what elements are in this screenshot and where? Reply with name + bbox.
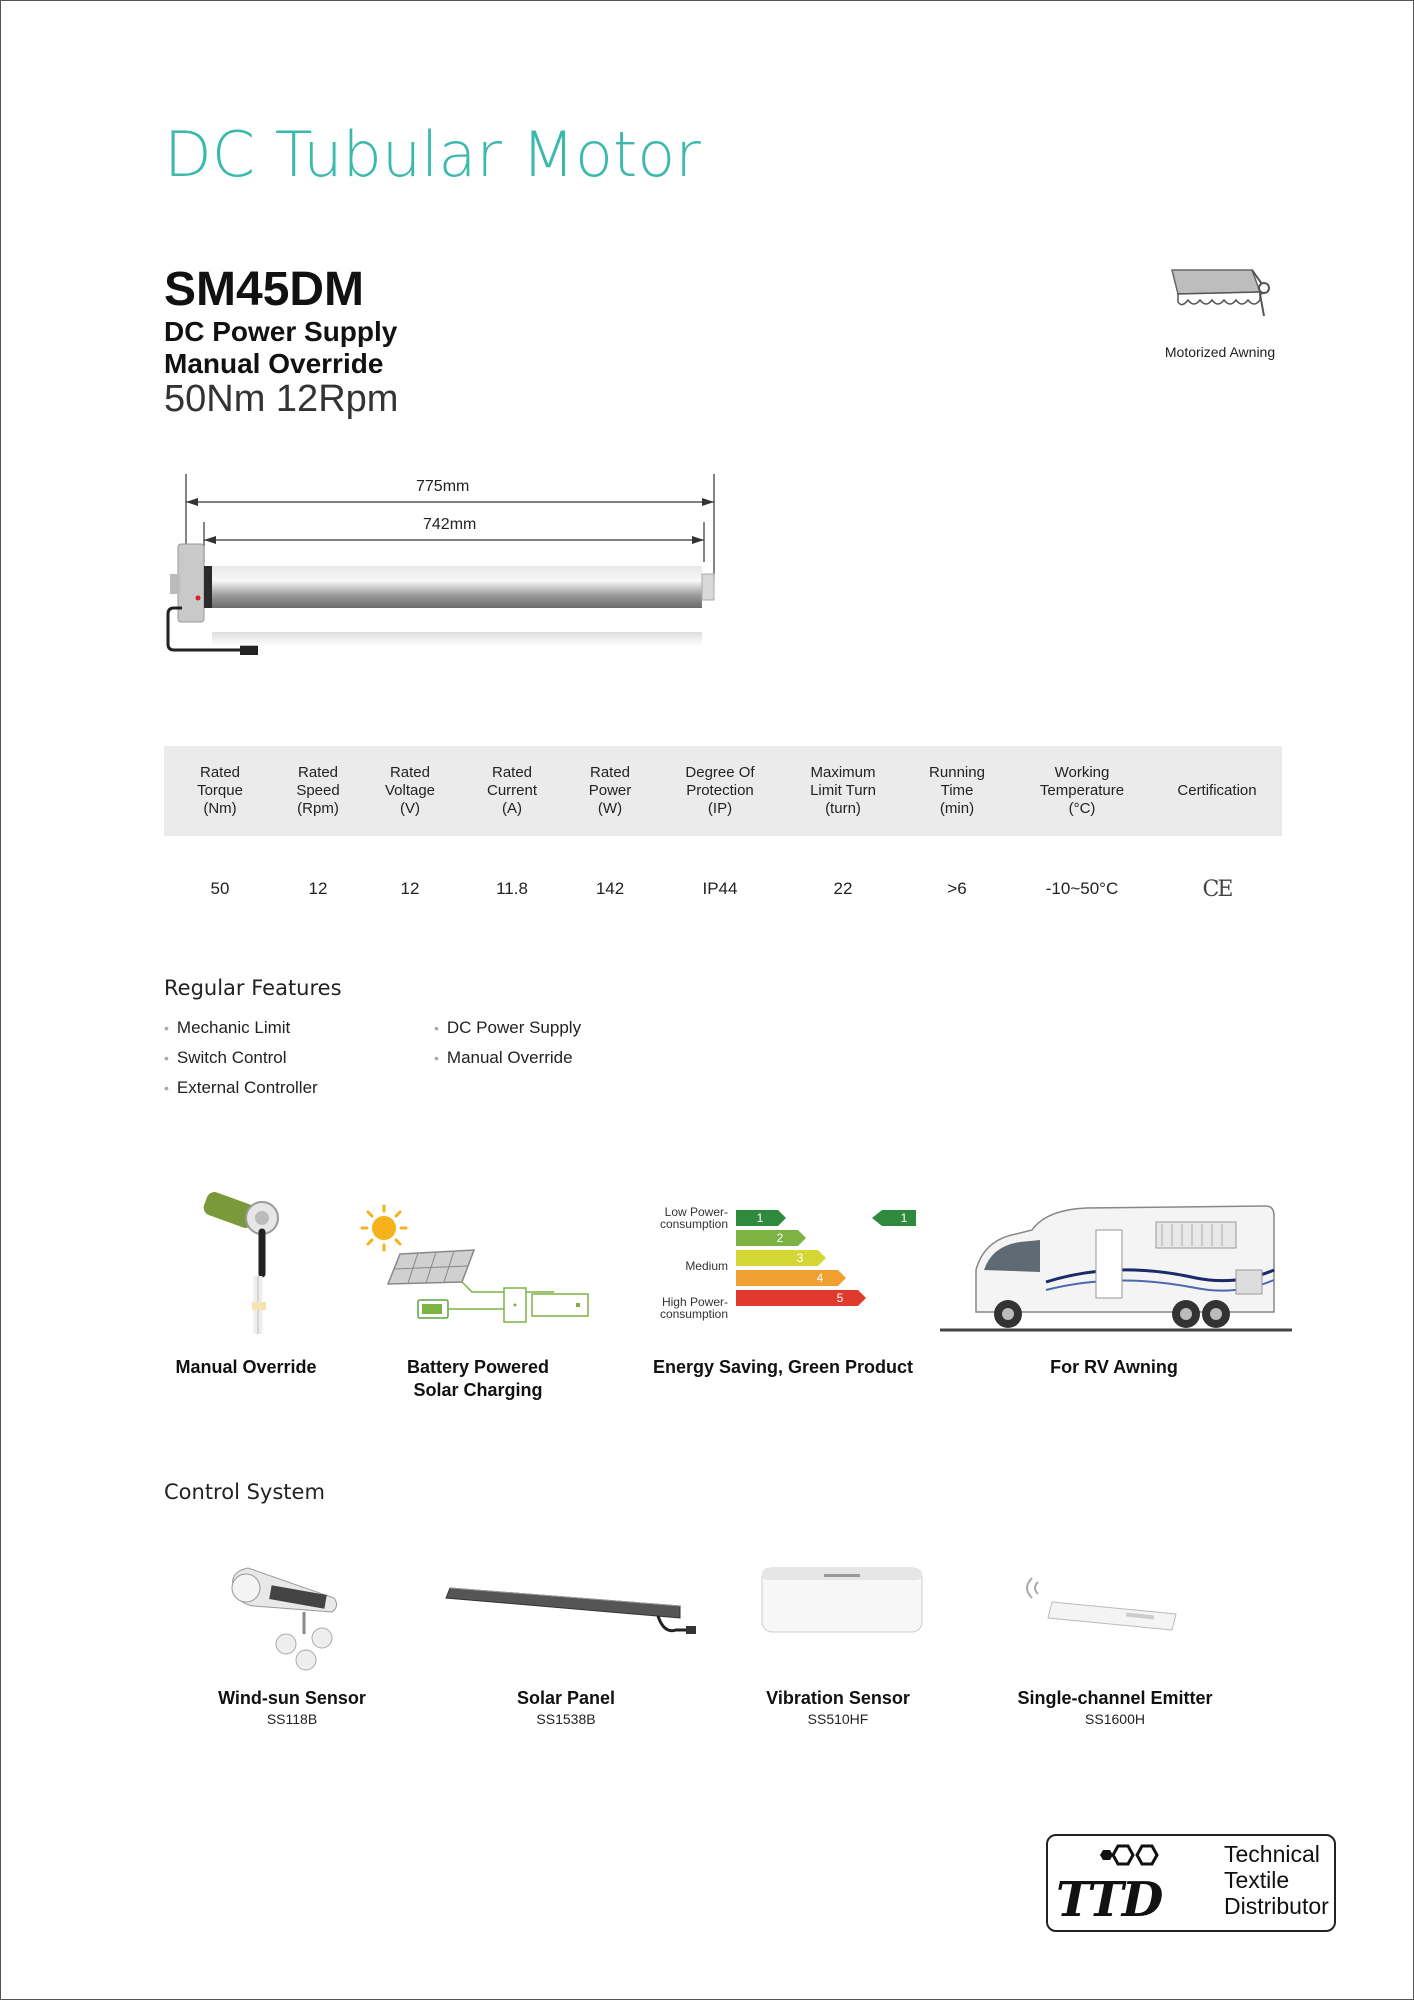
energy-bar-label: 5 [836,1291,844,1305]
energy-high-label: High Power- consumption [659,1295,728,1321]
subtitle-override: Manual Override [164,348,384,379]
control-item-code: SS1600H [1085,1711,1145,1727]
manual-override-image [200,1184,290,1344]
td-speed: 12 [308,879,328,898]
control-item-name: Solar Panel [516,1688,616,1708]
feature-item: • DC Power Supply [434,1018,581,1038]
feature-item: • External Controller [164,1078,318,1098]
energy-label [640,1206,940,1326]
caption-solar-charging: Battery Powered Solar Charging [406,1357,550,1400]
energy-low-label: Low Power- consumption [659,1205,728,1231]
ttd-line-3: Distributor [1224,1893,1329,1919]
th-current: Rated Current (A) [486,764,538,817]
ttd-logo [1046,1834,1336,1932]
td-torque: 50 [210,879,230,898]
caption-manual-override: Manual Override [175,1357,317,1377]
control-item-name: Single-channel Emitter [1017,1688,1213,1708]
feature-item: • Manual Override [434,1048,573,1068]
control-item-code: SS510HF [807,1711,869,1727]
th-temperature: Working Temperature (°C) [1039,764,1125,817]
th-certification: Certification [1177,782,1257,799]
td-protection: IP44 [702,879,738,898]
awning-icon [1164,262,1274,326]
wind-sun-sensor-image [214,1554,374,1674]
energy-bar-label: 1 [756,1211,764,1225]
solar-panel-image [440,1572,700,1652]
ce-mark: CE [1202,876,1232,902]
td-temperature: -10~50°C [1045,879,1119,898]
emitter-image [1016,1568,1196,1648]
subtitle-power: DC Power Supply [164,316,398,347]
th-voltage: Rated Voltage (V) [384,764,436,817]
rv-awning-image [936,1200,1296,1336]
feature-item: • Switch Control [164,1048,287,1068]
control-heading: Control System [164,1480,325,1504]
th-speed: Rated Speed (Rpm) [296,764,340,817]
energy-rating-label: 1 [900,1211,908,1225]
th-protection: Degree Of Protection (IP) [685,764,755,817]
dimension-tube: 742mm [423,516,477,533]
energy-bar-3 [736,1250,826,1266]
feature-item: • Mechanic Limit [164,1018,290,1038]
page-title: DC Tubular Motor [164,118,701,191]
td-running-time: >6 [947,879,967,898]
vibration-sensor-image [752,1552,932,1652]
ttd-line-2: Textile [1224,1867,1290,1893]
td-limit-turn: 22 [833,879,853,898]
td-current: 11.8 [496,879,528,898]
spec-summary: 50Nm 12Rpm [164,378,399,420]
energy-medium-label: Medium [685,1259,728,1273]
th-running-time: Running Time (min) [929,764,985,817]
features-heading: Regular Features [164,976,342,1000]
motor-dimension-drawing [160,462,760,692]
control-item-code: SS118B [266,1711,318,1727]
td-voltage: 12 [400,879,420,898]
th-limit-turn: Maximum Limit Turn (turn) [810,764,876,817]
caption-rv-awning: For RV Awning [1050,1357,1178,1377]
spec-table-header [164,746,1282,836]
control-item-name: Wind-sun Sensor [218,1688,366,1708]
model-number: SM45DM [164,263,365,316]
control-item-name: Vibration Sensor [766,1688,910,1708]
solar-charging-image [354,1202,604,1332]
th-power: Rated Power (W) [588,764,632,817]
td-power: 142 [595,879,625,898]
energy-bar-label: 2 [776,1231,784,1245]
energy-bar-label: 3 [796,1251,804,1265]
ttd-mark: TTD [1056,1872,1162,1928]
caption-energy-saving: Energy Saving, Green Product [652,1357,914,1377]
ttd-line-1: Technical [1224,1841,1320,1867]
control-item-code: SS1538B [536,1711,596,1727]
th-torque: Rated Torque (Nm) [197,764,243,817]
dimension-overall: 775mm [416,478,470,495]
energy-bar-label: 4 [816,1271,824,1285]
awning-label: Motorized Awning [1164,344,1276,360]
